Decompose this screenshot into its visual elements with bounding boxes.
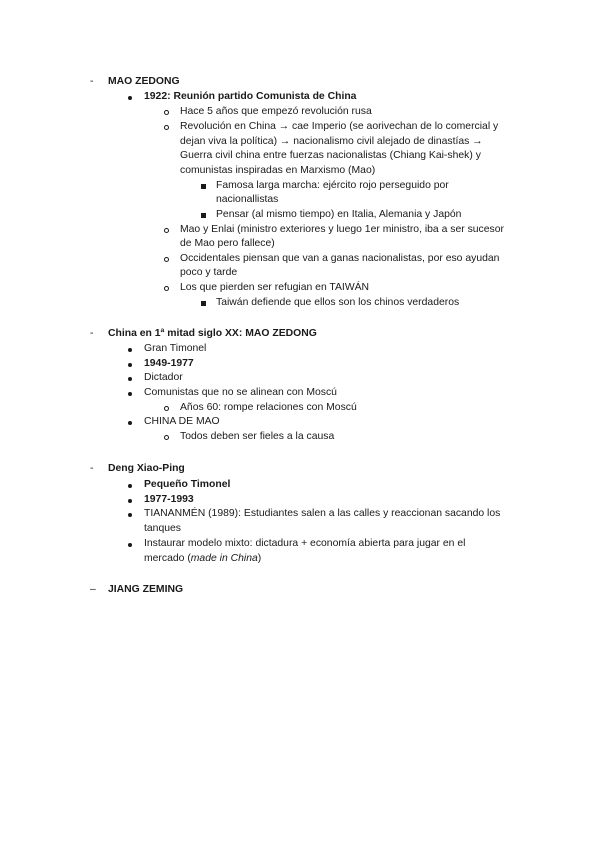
item-1922-reunion: 1922: Reunión partido Comunista de China bbox=[144, 91, 357, 102]
subsubitem-line: nacionallistas bbox=[216, 194, 279, 205]
bullet-circle bbox=[164, 228, 169, 233]
list-item-line: tanques bbox=[144, 523, 181, 534]
subitem-line: de Mao pero fallece) bbox=[180, 238, 275, 249]
bullet-disc bbox=[128, 421, 132, 425]
bullet-disc bbox=[128, 363, 132, 367]
section-title-deng-xiao-ping: Deng Xiao-Ping bbox=[108, 463, 185, 474]
text-prefix: mercado ( bbox=[144, 553, 191, 564]
bullet-square bbox=[201, 184, 206, 189]
bullet-circle bbox=[164, 286, 169, 291]
list-subitem: Años 60: rompe relaciones con Moscú bbox=[180, 402, 357, 413]
bullet-square bbox=[201, 213, 206, 218]
list-item: CHINA DE MAO bbox=[144, 416, 220, 427]
section-title-china-siglo-xx: China en 1ª mitad siglo XX: MAO ZEDONG bbox=[108, 328, 317, 339]
subsubitem-line: Famosa larga marcha: ejército rojo perseguido por bbox=[216, 180, 449, 191]
text-suffix: ) bbox=[257, 553, 262, 564]
list-item: Pequeño Timonel bbox=[144, 479, 231, 490]
subitem-line: Guerra civil china entre fuerzas nacionalistas (Chiang Kai-shek) y bbox=[180, 150, 481, 161]
list-item: 1977-1993 bbox=[144, 494, 194, 505]
section-dash: – bbox=[90, 584, 96, 595]
subitem-line: Revolución en China → cae Imperio (se aorivechan de lo comercial y bbox=[180, 121, 499, 132]
list-item: Comunistas que no se alinean con Moscú bbox=[144, 387, 337, 398]
bullet-circle bbox=[164, 257, 169, 262]
subsubitem-line: Pensar (al mismo tiempo) en Italia, Alemania y Japón bbox=[216, 209, 462, 220]
bullet-disc bbox=[128, 499, 132, 503]
bullet-disc bbox=[128, 543, 132, 547]
subitem-line: Occidentales piensan que van a ganas nacionalistas, por eso ayudan bbox=[180, 253, 500, 264]
list-item: Dictador bbox=[144, 372, 183, 383]
subsubitem-line: Taiwán defiende que ellos son los chinos verdaderos bbox=[216, 297, 460, 308]
subitem-line: Mao y Enlai (ministro exteriores y luego 1er ministro, iba a ser sucesor bbox=[180, 224, 504, 235]
bullet-disc bbox=[128, 513, 132, 517]
list-item-line: Instaurar modelo mixto: dictadura + economía abierta para jugar en el bbox=[144, 538, 466, 549]
text-italic: made in China bbox=[190, 553, 258, 564]
bullet-circle bbox=[164, 406, 169, 411]
list-item-line: TIANANMÉN (1989): Estudiantes salen a las calles y reaccionan sacando los bbox=[144, 508, 501, 519]
subitem-line: Hace 5 años que empezó revolución rusa bbox=[180, 106, 372, 117]
bullet-disc bbox=[128, 392, 132, 396]
bullet-disc bbox=[128, 96, 132, 100]
bullet-square bbox=[201, 301, 206, 306]
bullet-disc bbox=[128, 377, 132, 381]
list-item: Gran Timonel bbox=[144, 343, 207, 354]
section-title-jiang-zeming: JIANG ZEMING bbox=[108, 584, 184, 595]
bullet-circle bbox=[164, 435, 169, 440]
section-dash: - bbox=[90, 463, 94, 474]
list-item: 1949-1977 bbox=[144, 358, 194, 369]
subitem-line: poco y tarde bbox=[180, 267, 238, 278]
bullet-circle bbox=[164, 125, 169, 130]
section-dash: - bbox=[90, 328, 94, 339]
subitem-line: Los que pierden ser refugian en TAIWÁN bbox=[180, 282, 370, 293]
bullet-disc bbox=[128, 348, 132, 352]
list-item-line-2 bbox=[144, 552, 261, 567]
section-title-mao-zedong: MAO ZEDONG bbox=[108, 76, 180, 87]
bullet-circle bbox=[164, 110, 169, 115]
bullet-disc bbox=[128, 484, 132, 488]
section-dash: - bbox=[90, 76, 94, 87]
subitem-line: comunistas inspiradas en Marxismo (Mao) bbox=[180, 165, 376, 176]
subitem-line: dejan viva la política) → nacionalismo civil alejado de dinastías → bbox=[180, 136, 483, 147]
list-subitem: Todos deben ser fieles a la causa bbox=[180, 431, 335, 442]
